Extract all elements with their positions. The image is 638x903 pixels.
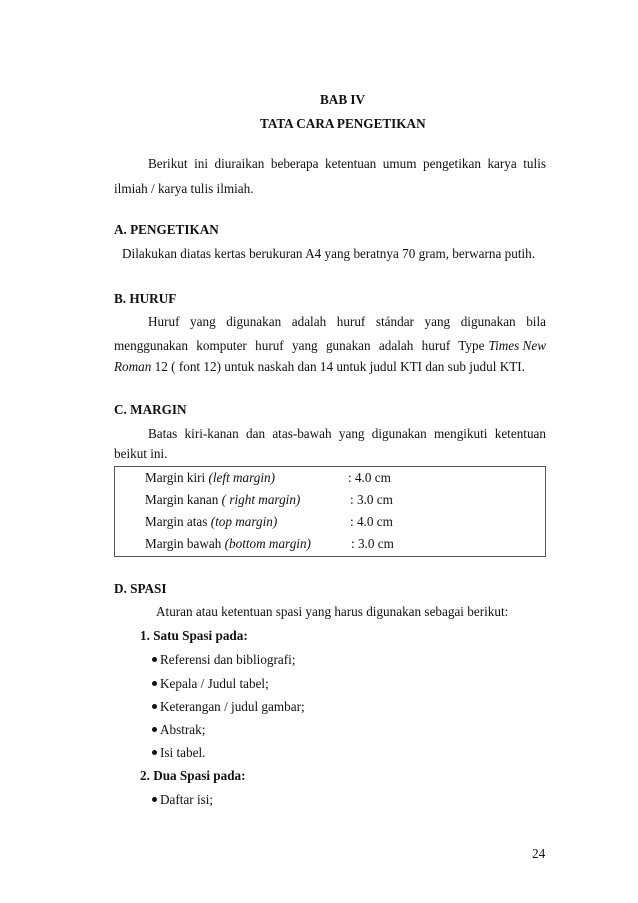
list-item-text: Referensi dan bibliografi;: [160, 652, 296, 667]
margin-value: : 4.0 cm: [348, 470, 391, 485]
list-item-text: Isi tabel.: [160, 745, 206, 760]
chapter-title: TATA CARA PENGETIKAN: [260, 116, 426, 131]
list-item: [152, 699, 305, 715]
section-b-line-3-plain: 12 ( font 12) untuk naskah dan 14 untuk judul KTI dan sub judul KTI.: [154, 359, 525, 374]
intro-line-2: ilmiah / karya tulis ilmiah.: [114, 181, 254, 196]
margin-label: Margin kiri: [145, 470, 206, 485]
list-item-text: Abstrak;: [160, 722, 206, 737]
section-b-line-3: [114, 359, 525, 375]
bullet-icon: [152, 797, 157, 802]
section-a-text: Dilakukan diatas kertas berukuran A4 yang beratnya 70 gram, berwarna putih.: [122, 246, 536, 261]
margin-label: Margin kanan: [145, 492, 219, 507]
chapter-label: BAB IV: [320, 92, 366, 107]
list-item-text: Keterangan / judul gambar;: [160, 699, 305, 714]
list-item: [152, 676, 269, 692]
list-item: [152, 745, 205, 761]
margin-value: : 3.0 cm: [351, 536, 394, 551]
margin-row-left: [145, 470, 275, 486]
margin-value: : 4.0 cm: [350, 514, 393, 529]
section-b-line-2: [114, 338, 546, 354]
section-d-intro: Aturan atau ketentuan spasi yang harus digunakan sebagai berikut:: [156, 604, 509, 619]
section-c-heading: C. MARGIN: [114, 402, 187, 417]
margin-row-right: [145, 492, 300, 508]
margin-label: Margin bawah: [145, 536, 222, 551]
list-item-text: Daftar isi;: [160, 792, 214, 807]
list-item: [152, 652, 296, 668]
section-b-heading: B. HURUF: [114, 291, 177, 306]
list-item: [152, 792, 213, 808]
list-item-text: Kepala / Judul tabel;: [160, 676, 269, 691]
margin-row-top: [145, 514, 277, 530]
section-b-line-2-italic: Times New: [488, 338, 546, 353]
list-item: [152, 722, 205, 738]
section-d-heading: D. SPASI: [114, 581, 167, 596]
page-number: 24: [532, 846, 546, 861]
bullet-icon: [152, 681, 157, 686]
bullet-icon: [152, 657, 157, 662]
margin-row-bottom: [145, 536, 311, 552]
spasi-sub-2-heading: 2. Dua Spasi pada:: [140, 768, 246, 783]
margin-value: : 3.0 cm: [350, 492, 393, 507]
margin-label-italic: (left margin): [208, 470, 276, 485]
bullet-icon: [152, 750, 157, 755]
margin-label-italic: ( right margin): [221, 492, 301, 507]
section-b-line-2-plain: menggunakan komputer huruf yang gunakan adalah huruf Type: [114, 338, 485, 353]
margin-label: Margin atas: [145, 514, 208, 529]
margin-label-italic: (top margin): [210, 514, 278, 529]
spasi-sub-1-heading: 1. Satu Spasi pada:: [140, 628, 248, 643]
margin-label-italic: (bottom margin): [224, 536, 311, 551]
section-b-line-3-italic: Roman: [114, 359, 152, 374]
section-c-line-2: beikut ini.: [114, 446, 168, 461]
section-b-line-1: Huruf yang digunakan adalah huruf stándar yang digunakan bila: [148, 314, 546, 329]
bullet-icon: [152, 727, 157, 732]
margin-table: [114, 466, 546, 557]
section-a-heading: A. PENGETIKAN: [114, 222, 219, 237]
bullet-icon: [152, 704, 157, 709]
intro-line-1: Berikut ini diuraikan beberapa ketentuan umum pengetikan karya tulis: [148, 156, 546, 171]
section-c-line-1: Batas kiri-kanan dan atas-bawah yang digunakan mengikuti ketentuan: [148, 426, 546, 441]
